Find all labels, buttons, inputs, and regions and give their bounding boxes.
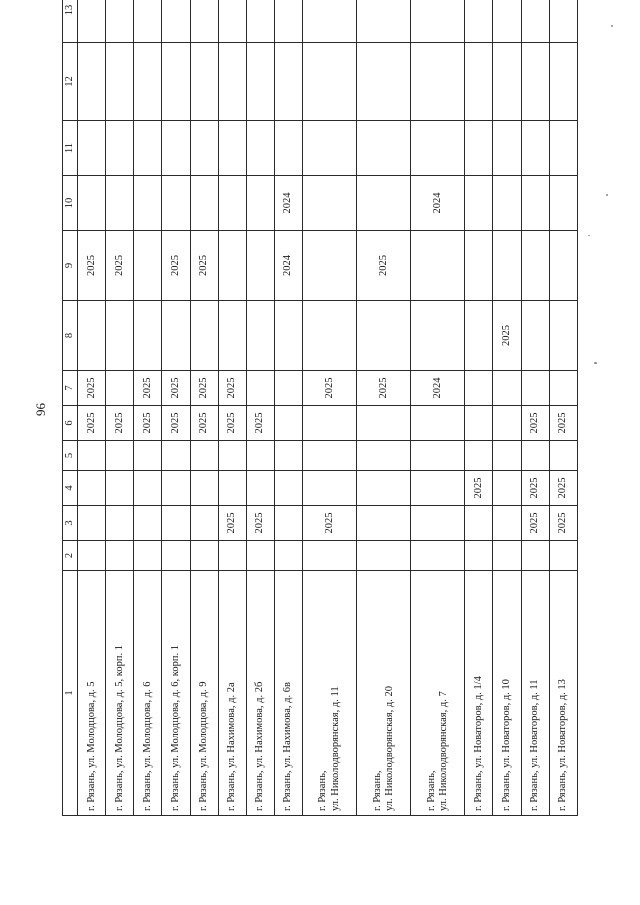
year-cell: 2025 (549, 406, 577, 441)
year-cell (274, 471, 302, 506)
year-cell (246, 231, 274, 301)
year-cell: 2025 (246, 406, 274, 441)
year-cell (549, 176, 577, 231)
year-cell (106, 371, 134, 406)
year-cell: 2025 (521, 406, 549, 441)
year-cell (411, 231, 465, 301)
year-cell (549, 0, 577, 43)
column-header-4: 4 (63, 471, 78, 506)
year-cell (134, 471, 162, 506)
year-cell (521, 371, 549, 406)
year-cell (218, 43, 246, 121)
year-cell (162, 541, 190, 571)
year-cell (246, 301, 274, 371)
year-cell (521, 43, 549, 121)
year-cell: 2025 (246, 506, 274, 541)
year-cell (78, 441, 106, 471)
year-cell (106, 471, 134, 506)
year-cell (246, 0, 274, 43)
year-cell (274, 121, 302, 176)
year-cell (493, 441, 521, 471)
column-header-9: 9 (63, 231, 78, 301)
scan-speck (594, 362, 597, 364)
year-cell (246, 43, 274, 121)
table-row (106, 0, 134, 816)
year-cell (521, 176, 549, 231)
year-cell (134, 506, 162, 541)
address-cell: г. Рязань, ул. Нахимова, д. 2б (246, 571, 274, 816)
year-cell (465, 176, 493, 231)
table-row (303, 0, 357, 816)
year-cell: 2025 (303, 506, 357, 541)
year-cell: 2025 (106, 406, 134, 441)
table-row (465, 0, 493, 816)
year-cell (274, 441, 302, 471)
year-cell: 2025 (190, 406, 218, 441)
year-cell (357, 441, 411, 471)
table-row (549, 0, 577, 816)
year-cell (357, 301, 411, 371)
year-cell (357, 506, 411, 541)
scan-speck (606, 194, 608, 196)
year-cell (218, 121, 246, 176)
scan-speck (611, 25, 613, 27)
year-cell (521, 541, 549, 571)
year-cell (411, 506, 465, 541)
year-cell: 2025 (78, 231, 106, 301)
year-cell (357, 406, 411, 441)
year-cell (134, 441, 162, 471)
year-cell (190, 541, 218, 571)
year-cell: 2025 (549, 506, 577, 541)
table-row (78, 0, 106, 816)
year-cell (218, 0, 246, 43)
year-cell (106, 541, 134, 571)
year-cell (78, 176, 106, 231)
year-cell (411, 301, 465, 371)
year-cell (411, 471, 465, 506)
year-cell (162, 471, 190, 506)
year-cell (303, 121, 357, 176)
year-cell (465, 506, 493, 541)
year-cell (303, 231, 357, 301)
year-cell (411, 121, 465, 176)
year-cell (465, 441, 493, 471)
year-cell (303, 541, 357, 571)
year-cell: 2025 (218, 506, 246, 541)
year-cell (493, 541, 521, 571)
address-cell: г. Рязань, ул. Новаторов, д. 1/4 (465, 571, 493, 816)
address-cell: г. Рязань, ул. Молодцова, д. 6, корп. 1 (162, 571, 190, 816)
column-header-5: 5 (63, 441, 78, 471)
year-cell (493, 506, 521, 541)
table-row (134, 0, 162, 816)
year-cell: 2025 (218, 406, 246, 441)
column-header-2: 2 (63, 541, 78, 571)
year-cell (162, 0, 190, 43)
year-cell (493, 43, 521, 121)
year-cell (190, 471, 218, 506)
scan-speck (588, 235, 590, 236)
year-cell (190, 176, 218, 231)
year-cell (465, 121, 493, 176)
year-cell (274, 43, 302, 121)
page-number: 96 (33, 403, 48, 416)
year-cell (218, 471, 246, 506)
address-cell: г. Рязань, ул. Молодцова, д. 9 (190, 571, 218, 816)
year-cell (106, 506, 134, 541)
year-cell (357, 176, 411, 231)
year-cell (493, 371, 521, 406)
year-cell: 2024 (274, 231, 302, 301)
table-row (493, 0, 521, 816)
year-cell: 2025 (134, 371, 162, 406)
year-cell (78, 506, 106, 541)
column-header-3: 3 (63, 506, 78, 541)
year-cell (303, 471, 357, 506)
year-cell (465, 406, 493, 441)
year-cell: 2025 (78, 371, 106, 406)
year-cell (274, 506, 302, 541)
column-header-12: 12 (63, 43, 78, 121)
year-cell (78, 301, 106, 371)
year-cell (549, 121, 577, 176)
year-cell (106, 441, 134, 471)
year-cell (357, 0, 411, 43)
year-cell (78, 471, 106, 506)
year-cell: 2025 (162, 371, 190, 406)
year-cell: 2025 (303, 371, 357, 406)
year-cell (218, 231, 246, 301)
column-header-10: 10 (63, 176, 78, 231)
capital-repair-schedule-table (62, 0, 578, 816)
year-cell (246, 441, 274, 471)
year-cell (134, 231, 162, 301)
year-cell: 2025 (521, 471, 549, 506)
year-cell (274, 0, 302, 43)
year-cell (549, 541, 577, 571)
year-cell (465, 231, 493, 301)
year-cell (549, 231, 577, 301)
year-cell (78, 43, 106, 121)
year-cell (78, 0, 106, 43)
year-cell (218, 441, 246, 471)
address-cell: г. Рязань, ул. Николодворянская, д. 11 (303, 571, 357, 816)
address-cell: г. Рязань, ул. Нахимова, д. 6в (274, 571, 302, 816)
year-cell (357, 121, 411, 176)
table-row (246, 0, 274, 816)
year-cell (190, 0, 218, 43)
year-cell (493, 176, 521, 231)
year-cell (521, 441, 549, 471)
year-cell: 2024 (411, 371, 465, 406)
year-cell (357, 471, 411, 506)
year-cell (134, 0, 162, 43)
year-cell (274, 406, 302, 441)
table-row (357, 0, 411, 816)
year-cell (521, 231, 549, 301)
year-cell: 2025 (549, 471, 577, 506)
year-cell (246, 176, 274, 231)
year-cell: 2024 (274, 176, 302, 231)
year-cell: 2024 (411, 176, 465, 231)
column-number-row (63, 0, 78, 816)
year-cell (493, 406, 521, 441)
year-cell: 2025 (78, 406, 106, 441)
table-row (162, 0, 190, 816)
year-cell: 2025 (162, 406, 190, 441)
address-cell: г. Рязань, ул. Николодворянская, д. 7 (411, 571, 465, 816)
year-cell (465, 541, 493, 571)
year-cell (106, 176, 134, 231)
table-row (218, 0, 246, 816)
year-cell (190, 43, 218, 121)
year-cell (218, 301, 246, 371)
year-cell: 2025 (521, 506, 549, 541)
column-header-7: 7 (63, 371, 78, 406)
year-cell (190, 121, 218, 176)
year-cell (465, 43, 493, 121)
year-cell: 2025 (493, 301, 521, 371)
year-cell (465, 301, 493, 371)
address-cell: г. Рязань, ул. Молодцова, д. 5 (78, 571, 106, 816)
year-cell (303, 301, 357, 371)
year-cell (78, 541, 106, 571)
year-cell (493, 231, 521, 301)
year-cell (357, 541, 411, 571)
year-cell (246, 121, 274, 176)
year-cell: 2025 (190, 231, 218, 301)
year-cell (465, 371, 493, 406)
year-cell (134, 121, 162, 176)
table-row (274, 0, 302, 816)
year-cell (411, 0, 465, 43)
year-cell (549, 441, 577, 471)
year-cell (549, 301, 577, 371)
year-cell (106, 301, 134, 371)
year-cell (411, 541, 465, 571)
address-cell: г. Рязань, ул. Молодцова, д. 6 (134, 571, 162, 816)
year-cell: 2025 (106, 231, 134, 301)
year-cell (134, 301, 162, 371)
year-cell (303, 406, 357, 441)
year-cell (190, 441, 218, 471)
year-cell (303, 43, 357, 121)
address-cell: г. Рязань, ул. Новаторов, д. 10 (493, 571, 521, 816)
year-cell (493, 471, 521, 506)
year-cell (134, 43, 162, 121)
year-cell (162, 301, 190, 371)
address-cell: г. Рязань, ул. Николодворянская, д. 20 (357, 571, 411, 816)
address-cell: г. Рязань, ул. Новаторов, д. 11 (521, 571, 549, 816)
column-header-1: 1 (63, 571, 78, 816)
year-cell (218, 541, 246, 571)
year-cell (190, 301, 218, 371)
year-cell (303, 441, 357, 471)
year-cell (106, 43, 134, 121)
year-cell (246, 371, 274, 406)
rotated-page (62, 4, 578, 816)
year-cell: 2025 (190, 371, 218, 406)
year-cell (162, 43, 190, 121)
table-row (411, 0, 465, 816)
year-cell: 2025 (357, 371, 411, 406)
year-cell: 2025 (357, 231, 411, 301)
column-header-8: 8 (63, 301, 78, 371)
year-cell (357, 43, 411, 121)
year-cell (521, 121, 549, 176)
year-cell: 2025 (162, 231, 190, 301)
address-cell: г. Рязань, ул. Новаторов, д. 13 (549, 571, 577, 816)
year-cell (411, 441, 465, 471)
column-header-11: 11 (63, 121, 78, 176)
column-header-6: 6 (63, 406, 78, 441)
year-cell (274, 371, 302, 406)
year-cell (190, 506, 218, 541)
year-cell (521, 301, 549, 371)
year-cell (493, 121, 521, 176)
year-cell (218, 176, 246, 231)
table-row (521, 0, 549, 816)
year-cell (274, 301, 302, 371)
year-cell (465, 0, 493, 43)
year-cell (411, 43, 465, 121)
year-cell (134, 541, 162, 571)
year-cell (411, 406, 465, 441)
year-cell (246, 471, 274, 506)
year-cell (78, 121, 106, 176)
year-cell (134, 176, 162, 231)
year-cell: 2025 (218, 371, 246, 406)
year-cell (162, 441, 190, 471)
address-cell: г. Рязань, ул. Нахимова, д. 2а (218, 571, 246, 816)
year-cell (303, 176, 357, 231)
table-row (190, 0, 218, 816)
year-cell: 2025 (465, 471, 493, 506)
year-cell (549, 371, 577, 406)
address-cell: г. Рязань, ул. Молодцова, д. 5, корп. 1 (106, 571, 134, 816)
year-cell (162, 176, 190, 231)
year-cell (303, 0, 357, 43)
year-cell (246, 541, 274, 571)
year-cell (493, 0, 521, 43)
column-header-13: 13 (63, 0, 78, 43)
year-cell (549, 43, 577, 121)
year-cell: 2025 (134, 406, 162, 441)
year-cell (162, 506, 190, 541)
year-cell (106, 121, 134, 176)
year-cell (521, 0, 549, 43)
year-cell (274, 541, 302, 571)
year-cell (162, 121, 190, 176)
year-cell (106, 0, 134, 43)
